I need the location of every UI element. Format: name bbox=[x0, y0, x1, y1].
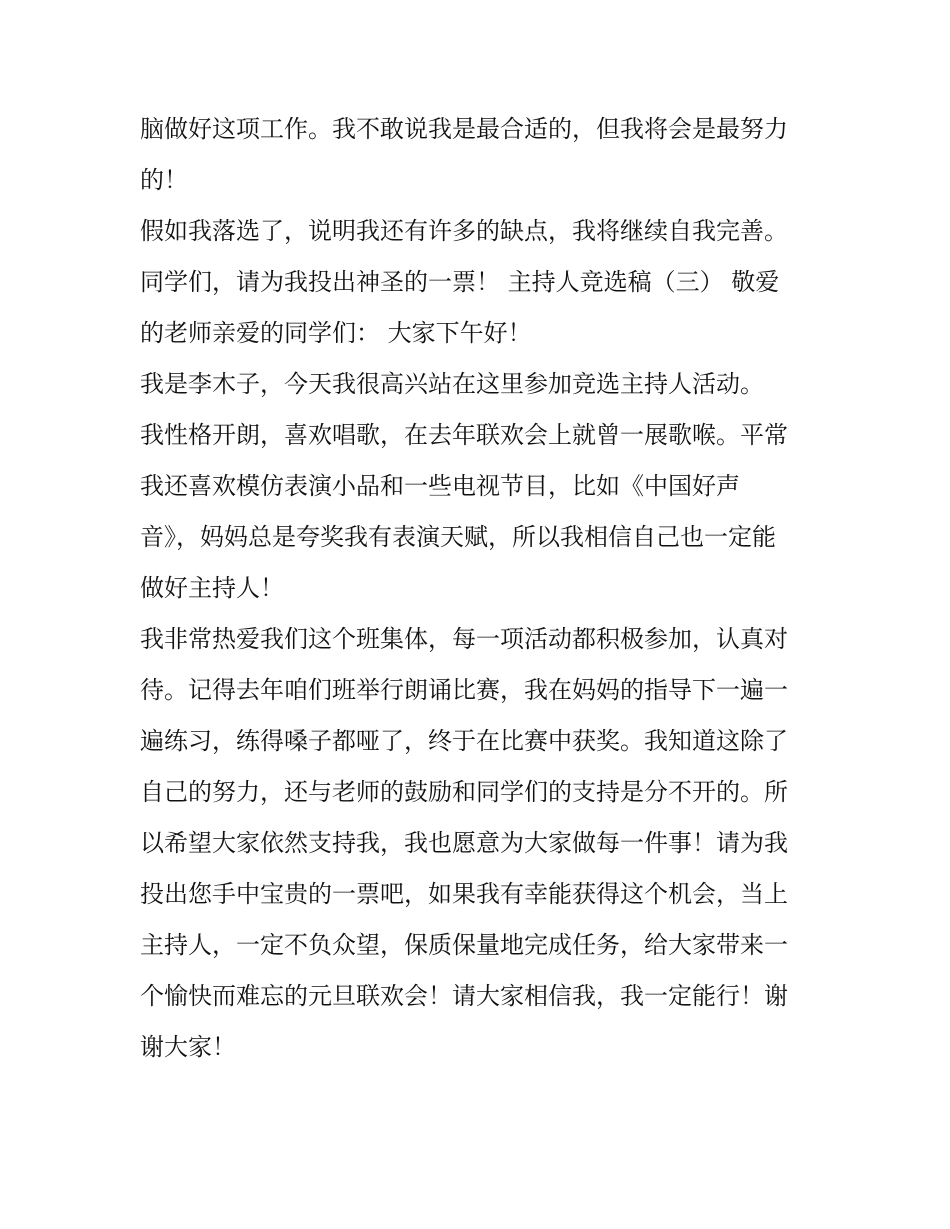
text-line: 谢大家！ bbox=[140, 1033, 236, 1061]
document-body bbox=[140, 104, 820, 1073]
text-line: 音》，妈妈总是夸奖我有表演天赋，所以我相信自己也一定能 bbox=[140, 523, 776, 551]
text-line: 自己的努力，还与老师的鼓励和同学们的支持是分不开的。所 bbox=[140, 778, 788, 806]
text-line: 个愉快而难忘的元旦联欢会！请大家相信我，我一定能行！谢 bbox=[140, 982, 788, 1010]
text-line: 同学们，请为我投出神圣的一票！ 主持人竞选稿（三） 敬爱 bbox=[140, 268, 780, 296]
text-line: 的老师亲爱的同学们： 大家下午好！ bbox=[140, 319, 532, 347]
text-line: 脑做好这项工作。我不敢说我是最合适的，但我将会是最努力 bbox=[140, 115, 788, 143]
text-line: 做好主持人！ bbox=[140, 574, 284, 602]
text-line: 遍练习，练得嗓子都哑了，终于在比赛中获奖。我知道这除了 bbox=[140, 727, 788, 755]
text-line: 假如我落选了，说明我还有许多的缺点，我将继续自我完善。 bbox=[140, 217, 788, 245]
text-line: 投出您手中宝贵的一票吧，如果我有幸能获得这个机会，当上 bbox=[140, 880, 788, 908]
text-line: 的！ bbox=[140, 166, 188, 194]
text-line: 我还喜欢模仿表演小品和一些电视节目，比如《中国好声 bbox=[140, 472, 740, 500]
text-line: 我性格开朗，喜欢唱歌，在去年联欢会上就曾一展歌喉。平常 bbox=[140, 421, 788, 449]
text-line: 我非常热爱我们这个班集体，每一项活动都积极参加，认真对 bbox=[140, 625, 788, 653]
text-line: 我是李木子，今天我很高兴站在这里参加竞选主持人活动。 bbox=[140, 370, 764, 398]
text-line: 主持人，一定不负众望，保质保量地完成任务，给大家带来一 bbox=[140, 931, 788, 959]
text-line: 待。记得去年咱们班举行朗诵比赛，我在妈妈的指导下一遍一 bbox=[140, 676, 788, 704]
text-line: 以希望大家依然支持我，我也愿意为大家做每一件事！请为我 bbox=[140, 829, 788, 857]
